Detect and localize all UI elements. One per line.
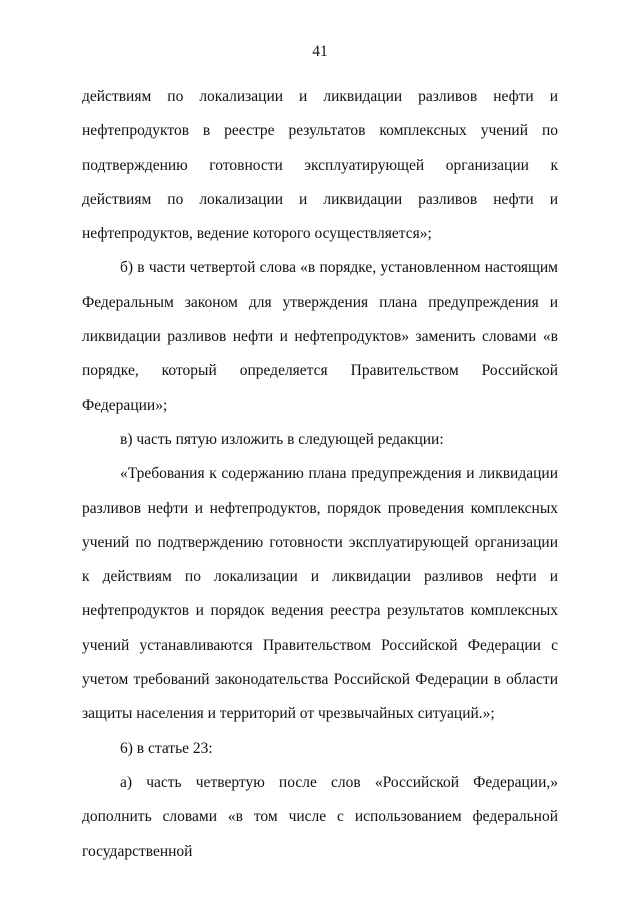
paragraph-item-a: а) часть четвертую после слов «Российской Федерации,» дополнить словами «в том числе с использованием федеральной государственной: [82, 773, 558, 860]
document-text: [82, 80, 558, 869]
paragraph-item-6: 6) в статье 23:: [120, 739, 213, 757]
paragraph-item-b: б) в части четвертой слова «в порядке, установленном настоящим Федеральным законом для утверждения плана предупреждения и ликвидации разливов нефти и нефтепродуктов» заменить словами «в порядке, который определяется Правительством Российской Федерации»;: [82, 259, 558, 414]
paragraph-item-v: в) часть пятую изложить в следующей редакции:: [120, 430, 444, 448]
paragraph-quoted-requirements: «Требования к содержанию плана предупреждения и ликвидации разливов нефти и нефтепродуктов, порядок проведения комплексных учений по подтверждению готовности эксплуатирующей организации к действиям по локализации и ликвидации разливов нефти и нефтепродуктов и порядок ведения реестра результатов комплексных учений устанавливаются Правительством Российской Федерации с учетом требований законодательства Российской Федерации в области защиты населения и территорий от чрезвычайных ситуаций.»;: [82, 465, 558, 723]
page-number: 41: [312, 43, 328, 60]
paragraph-continuation: действиям по локализации и ликвидации разливов нефти и нефтепродуктов в реестре результатов комплексных учений по подтверждению готовности эксплуатирующей организации к действиям по локализации и ликвидации разливов нефти и нефтепродуктов, ведение которого осуществляется»;: [82, 88, 558, 243]
